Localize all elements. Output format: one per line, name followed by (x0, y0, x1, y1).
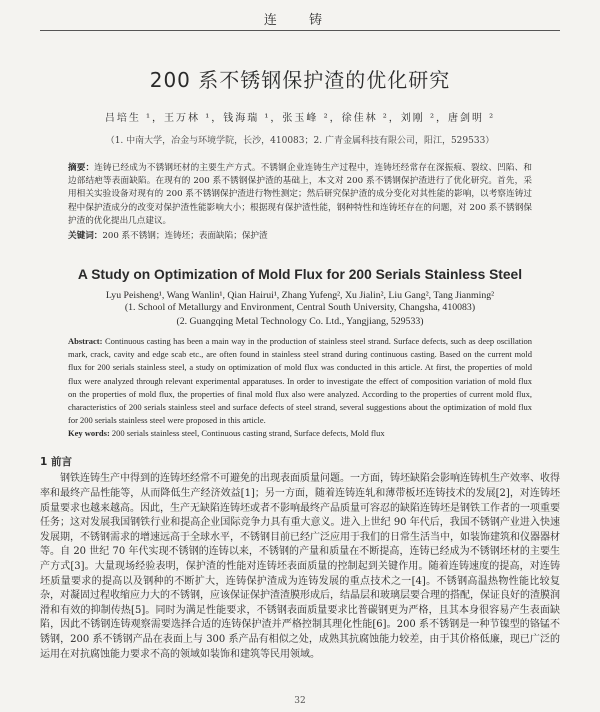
affiliation-english-1: (1. School of Metallurgy and Environment, Central South University, Changsha, 410083) (124, 302, 476, 314)
keywords-english (40, 428, 560, 438)
keywords-chinese (40, 229, 560, 241)
keywords-chinese-label: 关键词： (68, 231, 103, 242)
abstract-english (40, 335, 560, 427)
keywords-english-text: 200 serials stainless steel, Continuous casting strand, Surface defects, Mold flux (111, 428, 385, 439)
paper-title-chinese: 200 系不锈钢保护渣的优化研究 (149, 68, 451, 92)
abstract-chinese (40, 162, 560, 228)
keywords-english-label: Key words: (68, 428, 110, 439)
affiliation-english-2: (2. Guangqing Metal Technology Co. Ltd., Yangjiang, 529533) (176, 316, 424, 328)
paper-title-english: A Study on Optimization of Mold Flux for 200 Serials Stainless Steel (77, 267, 523, 283)
authors-english: Lyu Peisheng¹, Wang Wanlin¹, Qian Hairui¹, Zhang Yufeng², Xu Jialin², Liu Gang², Tang Jianming² (105, 290, 495, 302)
introduction-paragraph: 钢铁连铸生产中得到的连铸坯经常不可避免的出现表面质量问题。一方面，铸坯缺陷会影响连铸机生产效率、收得率和最终产品性能等，从而降低生产经济效益[1]；另一方面，随着连铸连轧和薄带板坯连铸技术的发展[2]，对连铸坯质量要求也越来越高。因此，生产无缺陷连铸坯或者不影响最终产品质量可容忍的缺陷连铸坯是钢铁工作者的一项重要任务；这对发展我国钢铁行业和提高企业国际竞争力具有重大意义。进入上世纪 90 年代后，我国不锈钢产业进入快速发展期，不锈钢需求的增速远高于全球水平，不锈钢目前已经广泛应用于我们的日常生活当中，如装饰建筑和仪器器材等。自 20 世纪 70 年代实现不锈钢的连铸以来，不锈钢的产量和质量在不断提高，连铸已经成为不锈钢坯材的主要生产方式[3]。大量现场经验表明，保护渣的性能对连铸坯表面质量的控制起到关键作用。随着连铸速度的提高，对连铸坯质量要求的提高以及钢种的不断扩大，连铸保护渣成为连铸发展的重点技术之一[4]。不锈钢高温热物性能比较复杂，对凝固过程收缩应力大的不锈钢，应该保证保护渣渣膜形成后，结晶层和玻璃层要合理的搭配，保证良好的渣膜润滑和有效的抑制传热[5]。同时为满足性能要求，不锈钢表面质量要求比普碳钢更为严格，且其本身很容易产生表面缺陷，因此不锈钢连铸观察需要选择合适的连铸保护渣并严格控制其理化性能[6]。200 系不锈钢是一种节镍型的铬锰不锈钢，200 系不锈钢产品在表面上与 300 系产品有相似之处，成熟其抗腐蚀能力较差，由于其价格低廉，现已广泛的运用在对抗腐蚀能力要求不高的领域如装饰和建筑等民用领域。 (40, 473, 560, 660)
page-number: 32 (294, 696, 306, 706)
abstract-chinese-label: 摘要： (68, 163, 95, 173)
keywords-chinese-text: 200 系不锈钢；连铸坯；表面缺陷；保护渣 (102, 231, 268, 242)
abstract-english-text: Continuous casting has been a main way in the production of stainless steel strand. Surface defects, such as deep oscillation mark, crack, cavity and edge scab etc., are often found in stainless steel strand during continuous casting. Based on the current mold flux for 200 serials stainless steel, a study on optimization of mold flux was conducted in this article. At first, the properties of mold flux were analyzed through relevant experimental apparatuses. In order to investigate the effect of composition variation of mold flux on the properties of mold flux, the properties of final mold flux also were analyzed. According to the properties of current mold flux, characteristics of 200 serials stainless steel and surface defects of steel strand, several suggestions about the optimization of mold flux for 200 serials stainless steel were proposed in this article. (68, 336, 533, 426)
authors-chinese: 吕培生 ¹，王万林 ¹，钱海瑞 ¹，张玉峰 ²，徐佳林 ²，刘刚 ²，唐剑明 ² (104, 113, 496, 124)
section-heading-introduction: 1 前言 (40, 456, 72, 469)
abstract-english-label: Abstract: (68, 336, 103, 347)
abstract-chinese-text: 连铸已经成为不锈钢坯材的主要生产方式。不锈钢企业连铸生产过程中，连铸坯经常存在深振痕、裂纹、凹陷、和边部结疤等表面缺陷。在现有的 200 系不锈钢保护渣的基础上，本文对 200 系不锈钢保护渣进行了优化研究。首先，采用相关实验设备对现有的 200 系不锈钢保护渣进行物性测定；然后研究保护渣的成分变化对其性能的影响，以考察连铸过程中保护渣成分的改变对保护渣性能影响大小；根据现有保护渣性能，钢种特性和连铸坯存在的问题，对 200 系不锈钢保护渣的优化提出几点建议。 (68, 163, 532, 226)
affiliation-chinese: （1. 中南大学，冶金与环境学院，长沙，410083；2. 广青金属科技有限公司，阳江，529533） (105, 136, 495, 146)
running-head: 连 铸 (40, 0, 560, 31)
